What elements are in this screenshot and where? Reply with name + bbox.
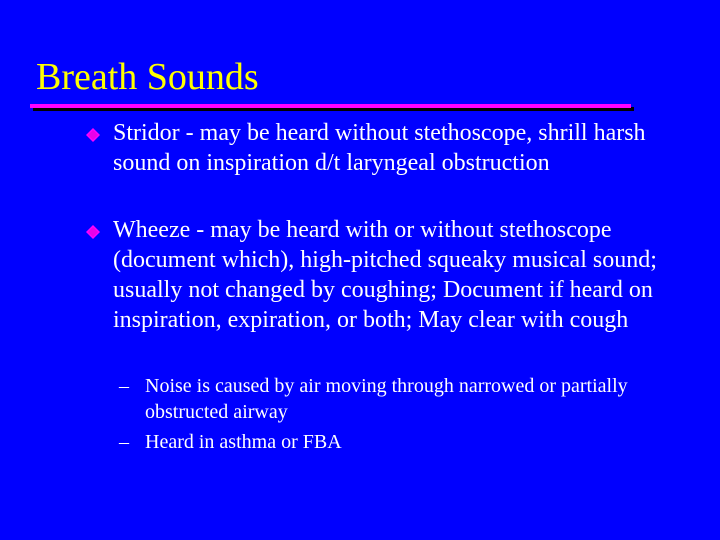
- sub-bullet-item-noise: [119, 373, 655, 425]
- sub-bullet-text: Noise is caused by air moving through narrowed or partially obstructed airway: [145, 375, 628, 423]
- bullet-item-stridor: [113, 118, 673, 178]
- bullet-item-wheeze: [113, 215, 673, 335]
- slide-title: Breath Sounds: [36, 56, 259, 98]
- title-rule: [30, 104, 631, 108]
- sub-bullet-text: Heard in asthma or FBA: [145, 431, 342, 453]
- bullet-text: Stridor - may be heard without stethoscope, shrill harsh sound on inspiration d/t laryngeal obstruction: [113, 120, 646, 176]
- diamond-bullet-icon: [86, 128, 100, 142]
- dash-bullet-icon: –: [119, 375, 129, 397]
- bullet-text: Wheeze - may be heard with or without stethoscope (document which), high-pitched squeaky musical sound; usually not changed by coughing; Document if heard on inspiration, expiration, or both; May clear with cough: [113, 217, 657, 333]
- sub-bullet-item-asthma: [119, 429, 655, 455]
- dash-bullet-icon: –: [119, 431, 129, 453]
- diamond-bullet-icon: [86, 225, 100, 239]
